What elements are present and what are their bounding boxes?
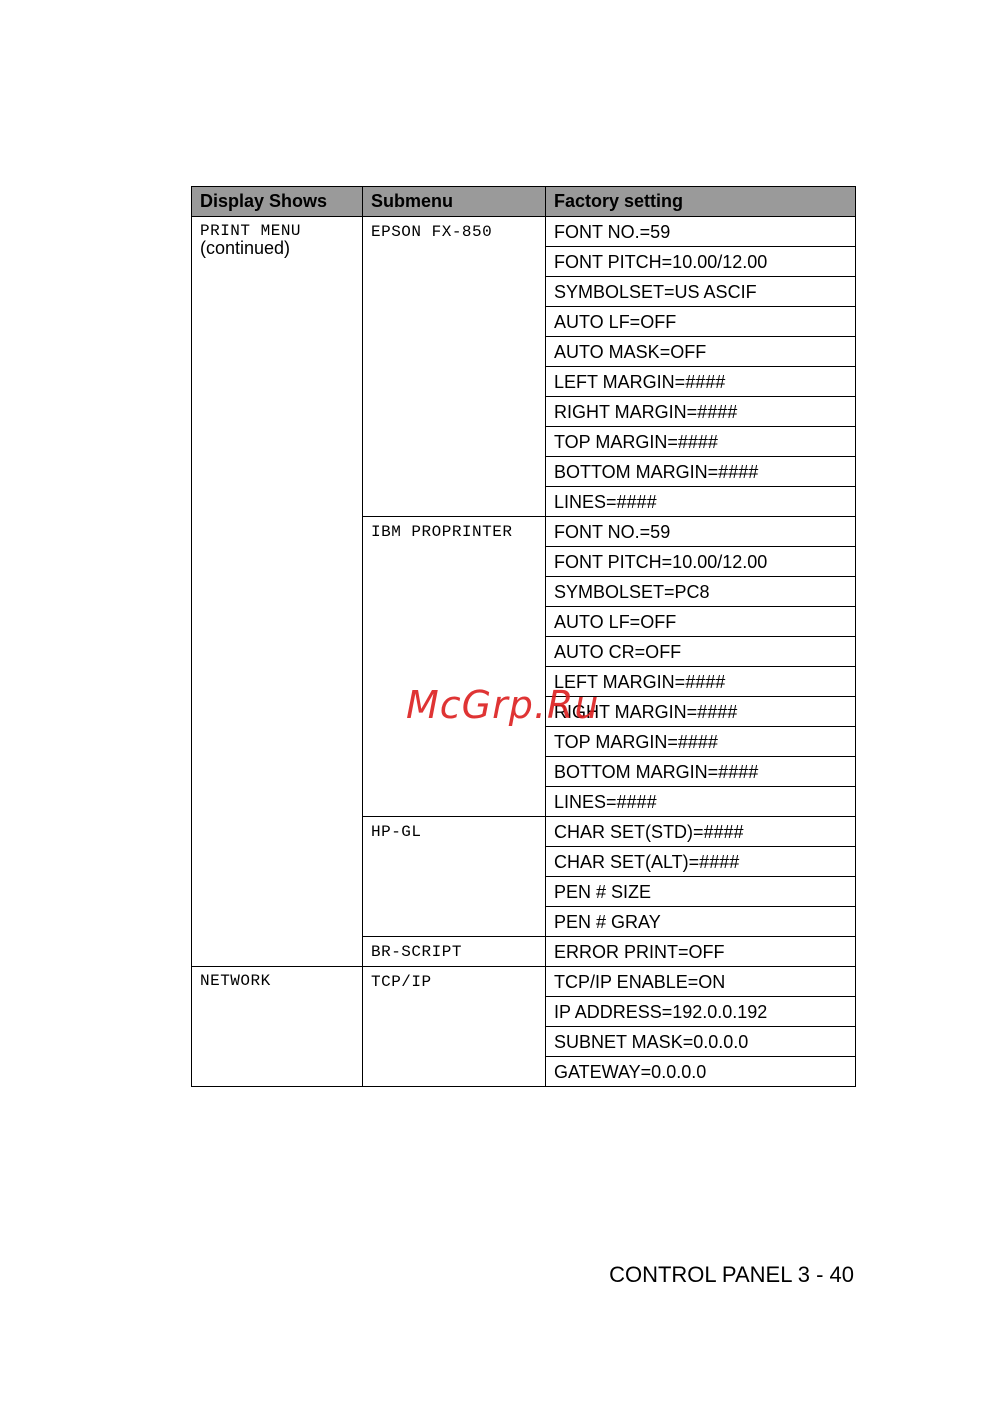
table-body bbox=[192, 217, 856, 1087]
factory-setting-cell: FONT PITCH=10.00/12.00 bbox=[546, 547, 856, 577]
factory-setting-cell: BOTTOM MARGIN=#### bbox=[546, 757, 856, 787]
factory-setting-cell: FONT NO.=59 bbox=[546, 517, 856, 547]
table-row bbox=[192, 967, 856, 997]
table-header-row bbox=[192, 187, 856, 217]
factory-setting-cell: TCP/IP ENABLE=ON bbox=[546, 967, 856, 997]
factory-setting-cell: LINES=#### bbox=[546, 787, 856, 817]
factory-setting-cell: AUTO CR=OFF bbox=[546, 637, 856, 667]
header-submenu: Submenu bbox=[363, 187, 546, 217]
display-shows-cell bbox=[192, 217, 363, 967]
factory-setting-cell: IP ADDRESS=192.0.0.192 bbox=[546, 997, 856, 1027]
submenu-cell: IBM PROPRINTER bbox=[363, 517, 546, 817]
factory-setting-cell: FONT PITCH=10.00/12.00 bbox=[546, 247, 856, 277]
factory-setting-cell: LINES=#### bbox=[546, 487, 856, 517]
submenu-cell: EPSON FX-850 bbox=[363, 217, 546, 517]
factory-setting-cell: TOP MARGIN=#### bbox=[546, 727, 856, 757]
factory-setting-cell: TOP MARGIN=#### bbox=[546, 427, 856, 457]
factory-setting-cell: ERROR PRINT=OFF bbox=[546, 937, 856, 967]
page-footer: CONTROL PANEL 3 - 40 bbox=[609, 1262, 854, 1287]
factory-setting-cell: SYMBOLSET=US ASCIF bbox=[546, 277, 856, 307]
submenu-cell: TCP/IP bbox=[363, 967, 546, 1087]
factory-setting-cell: AUTO MASK=OFF bbox=[546, 337, 856, 367]
header-factory-setting: Factory setting bbox=[546, 187, 856, 217]
factory-setting-cell: CHAR SET(STD)=#### bbox=[546, 817, 856, 847]
header-display-shows: Display Shows bbox=[192, 187, 363, 217]
factory-setting-cell: LEFT MARGIN=#### bbox=[546, 367, 856, 397]
factory-setting-cell: GATEWAY=0.0.0.0 bbox=[546, 1057, 856, 1087]
factory-setting-cell: LEFT MARGIN=#### bbox=[546, 667, 856, 697]
display-shows-label: PRINT MENU bbox=[200, 222, 302, 240]
factory-setting-cell: AUTO LF=OFF bbox=[546, 307, 856, 337]
factory-setting-cell: AUTO LF=OFF bbox=[546, 607, 856, 637]
factory-setting-cell: PEN # GRAY bbox=[546, 907, 856, 937]
display-shows-label: NETWORK bbox=[200, 972, 271, 990]
factory-setting-cell: SYMBOLSET=PC8 bbox=[546, 577, 856, 607]
table-row bbox=[192, 217, 856, 247]
factory-setting-cell: RIGHT MARGIN=#### bbox=[546, 397, 856, 427]
factory-setting-cell: BOTTOM MARGIN=#### bbox=[546, 457, 856, 487]
factory-setting-cell: RIGHT MARGIN=#### bbox=[546, 697, 856, 727]
submenu-cell: BR-SCRIPT bbox=[363, 937, 546, 967]
display-shows-note: (continued) bbox=[200, 238, 291, 258]
display-shows-cell bbox=[192, 967, 363, 1087]
factory-setting-cell: PEN # SIZE bbox=[546, 877, 856, 907]
watermark-text: McGrp.Ru bbox=[406, 683, 600, 727]
factory-setting-cell: FONT NO.=59 bbox=[546, 217, 856, 247]
menu-settings-table bbox=[191, 186, 856, 1087]
factory-setting-cell: SUBNET MASK=0.0.0.0 bbox=[546, 1027, 856, 1057]
submenu-cell: HP-GL bbox=[363, 817, 546, 937]
factory-setting-cell: CHAR SET(ALT)=#### bbox=[546, 847, 856, 877]
